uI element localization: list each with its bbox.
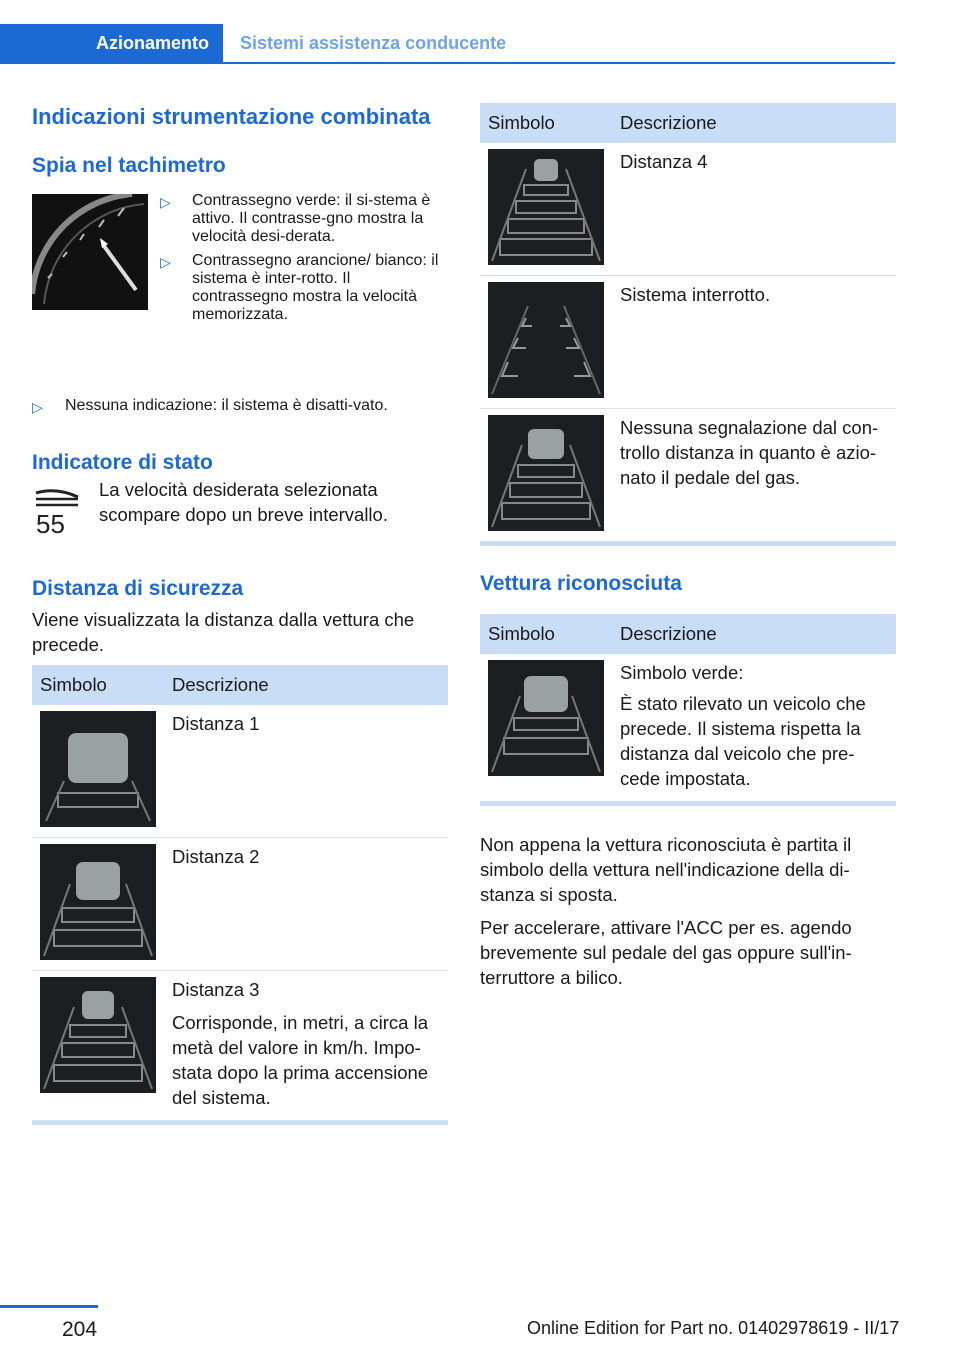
table-row: [480, 143, 896, 276]
right-column: [480, 103, 896, 990]
edition-text: Online Edition for Part no. 01402978619 - II/17: [527, 1318, 900, 1338]
vettura-row-title: Simbolo verde:: [620, 662, 744, 683]
table-end-bar: [32, 1121, 448, 1125]
car-distance-2-icon: [40, 844, 156, 960]
footer-rule: [0, 1305, 98, 1308]
interrupted-desc: Sistema interrotto.: [612, 276, 896, 409]
distanza-intro: Viene visualizzata la distanza dalla vettura che precede.: [32, 609, 415, 655]
col-desc-header: Descrizione: [164, 665, 448, 705]
table-row: [32, 971, 448, 1121]
speed-55-label: 55: [36, 509, 65, 537]
table-row: [32, 705, 448, 838]
triangle-icon: ▷: [160, 254, 171, 270]
bullet-item: ▷ Contrassegno arancione/ bianco: il sistema è inter-rotto. Il contrassegno mostra la velocità memorizzata.: [160, 252, 439, 323]
col-symbol-header: Simbolo: [480, 103, 612, 143]
page-number: 204: [62, 1318, 98, 1341]
left-column: [32, 104, 448, 1125]
table-row: [480, 409, 896, 542]
col-symbol-header: Simbolo: [32, 665, 164, 705]
distanza-3-extra: Corrisponde, in metri, a circa la metà del valore in km/h. Impo-stata dopo la prima accensione del sistema.: [172, 1012, 429, 1108]
bullet-item: ▷ Contrassegno verde: il si-stema è attivo. Il contrasse-gno mostra la velocità desi-derata.: [160, 192, 431, 245]
triangle-icon: ▷: [32, 399, 43, 415]
distanza-3-desc: Distanza 3: [172, 979, 260, 1000]
status-icon: [32, 481, 88, 537]
recognized-car-icon: [488, 660, 604, 776]
table-row: [480, 276, 896, 409]
car-distance-4-icon: [488, 149, 604, 265]
distanza-2-desc: Distanza 2: [164, 838, 448, 971]
indicatore-text: La velocità desiderata selezionata scompare dopo un breve intervallo.: [99, 479, 388, 525]
speedometer-image: [32, 194, 148, 310]
car-distance-1-icon: [40, 711, 156, 827]
distanza-table: [32, 665, 448, 1121]
subsection-tab: Sistemi assistenza conducente: [240, 33, 507, 53]
col-desc-header: Descrizione: [612, 103, 896, 143]
table-row: [480, 654, 896, 802]
col-desc-header: Descrizione: [612, 614, 896, 654]
distanza-1-desc: Distanza 1: [164, 705, 448, 838]
paragraph-2: Per accelerare, attivare l'ACC per es. agendo brevemente sul pedale del gas oppure sull'in-terruttore a bilico.: [480, 917, 852, 988]
spia-heading: Spia nel tachimetro: [32, 154, 226, 177]
car-distance-3-icon: [40, 977, 156, 1093]
vettura-table: [480, 614, 896, 802]
table-row: [32, 838, 448, 971]
section-tab: Azionamento: [0, 24, 223, 62]
system-interrupted-icon: [488, 282, 604, 398]
distanza-4-desc: Distanza 4: [612, 143, 896, 276]
paragraph-1: Non appena la vettura riconosciuta è partita il simbolo della vettura nell'indicazione della di-stanza si sposta.: [480, 834, 852, 905]
vettura-row-text: È stato rilevato un veicolo che precede. Il sistema rispetta la distanza dal veicolo che pre-cede impostata.: [620, 693, 866, 789]
bullet-item: ▷ Nessuna indicazione: il sistema è disatti-vato.: [32, 397, 388, 415]
table-end-bar: [480, 802, 896, 806]
indicatore-heading: Indicatore di stato: [32, 451, 213, 474]
page-title: Indicazioni strumentazione combinata: [32, 104, 431, 129]
distanza-table-continued: [480, 103, 896, 542]
vettura-heading: Vettura riconosciuta: [480, 572, 682, 595]
triangle-icon: ▷: [160, 194, 171, 210]
distanza-heading: Distanza di sicurezza: [32, 577, 244, 600]
page-header: [0, 24, 895, 64]
col-symbol-header: Simbolo: [480, 614, 612, 654]
gas-pedal-car-icon: [488, 415, 604, 531]
gas-pedal-desc: Nessuna segnalazione dal con-trollo distanza in quanto è azio-nato il pedale del gas.: [612, 409, 896, 542]
table-end-bar: [480, 542, 896, 546]
